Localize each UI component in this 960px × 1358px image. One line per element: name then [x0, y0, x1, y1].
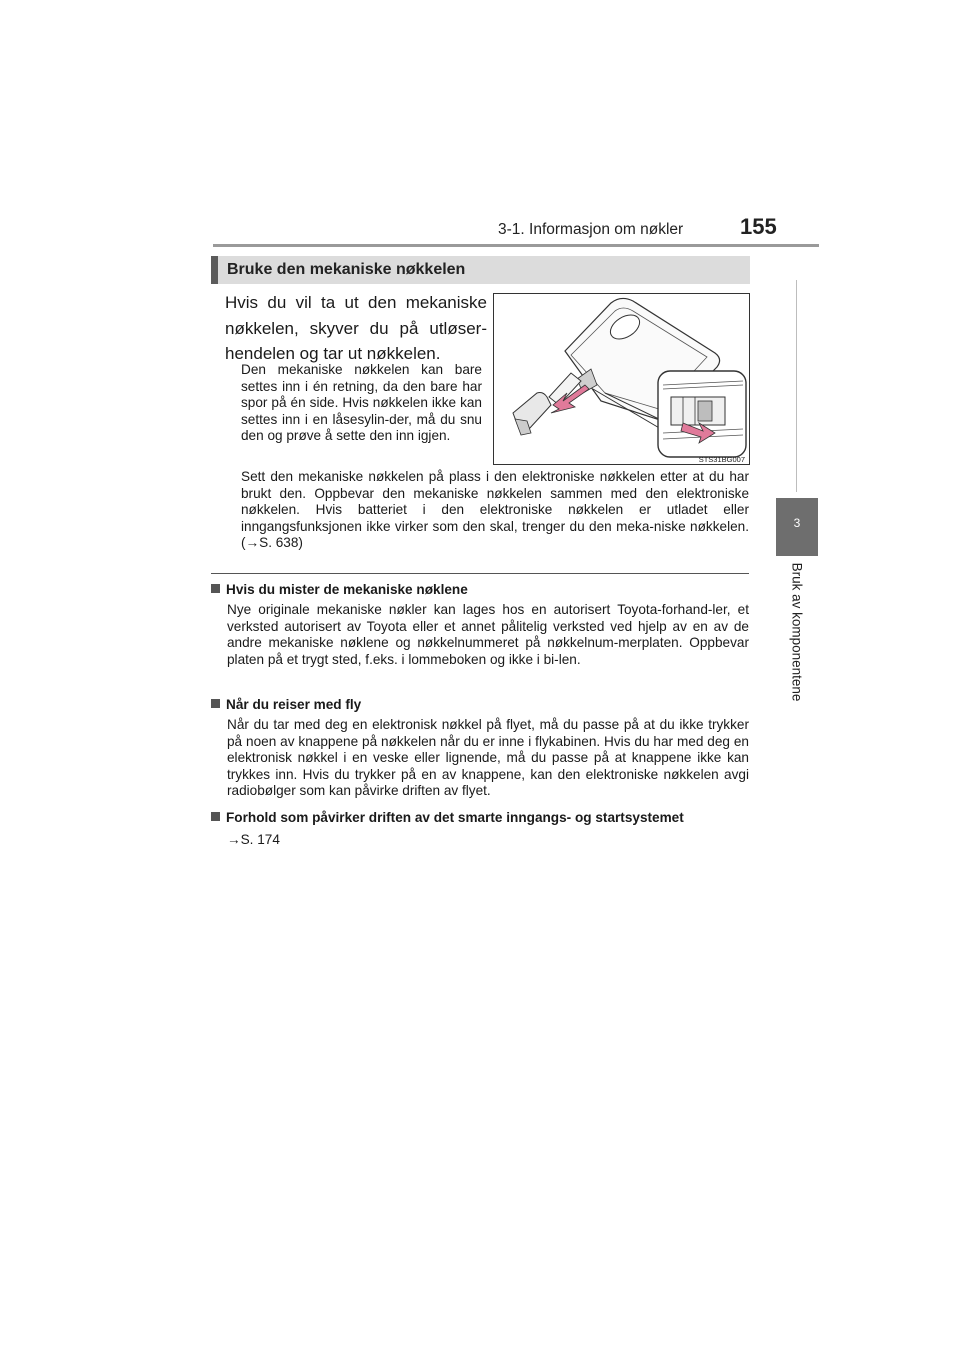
header-rule	[213, 244, 819, 247]
faq-heading-lost-keys	[211, 582, 468, 597]
page-number: 155	[740, 214, 777, 239]
figure-code: STS31BG007	[698, 455, 745, 464]
section-heading-title: Bruke den mekaniske nøkkelen	[227, 261, 466, 278]
faq-body-lost-keys: Nye originale mekaniske nøkler kan lages hos en autorisert Toyota-forhand-ler, et verksted autorisert av Toyota eller et annet pålitelig verksted ved hjelp av en av de andre mekaniske nøklene og nøkkelnummeret på nøkkelnum-merplaten. Oppbevar platen på et trygt sted, f.eks. i lommeboken og ikke i bi-len.	[227, 602, 749, 667]
faq-body-flight: Når du tar med deg en elektronisk nøkkel på flyet, må du passe på at du ikke trykker på noen av knappene på nøkkelen når du er inne i flykabinen. Hvis du har med deg en elektronisk nøkkel i en veske eller lignende, må du passe på at knappene ikke kan trykkes inn. Hvis du trykker på en av knappene, kan den elektroniske nøkkelen avgi radiobølger som kan påvirke driften av flyet.	[227, 717, 749, 799]
faq-heading-smart-entry	[211, 810, 684, 825]
bullet-square-icon	[211, 584, 220, 593]
faq-heading-flight	[211, 697, 361, 712]
mechanical-key-illustration	[493, 293, 750, 465]
section-divider	[211, 573, 749, 574]
section-heading-accent	[211, 256, 218, 284]
chapter-title-vertical: Bruk av komponentene	[789, 562, 805, 702]
intro-instruction: Hvis du vil ta ut den mekaniske nøkkelen, skyver du på utløser-hendelen og tar ut nøkkelen.	[225, 293, 487, 363]
key-insertion-note: Den mekaniske nøkkelen kan bare settes inn i én retning, da den bare har spor på én side. Hvis nøkkelen ikke kan settes inn i en låsesylin-der, må du snu den og prøve å sette den inn igjen.	[241, 362, 482, 444]
chapter-number: 3	[793, 516, 801, 530]
faq-title: Forhold som påvirker driften av det smarte inngangs- og startsystemet	[226, 810, 684, 825]
chapter-tab	[776, 498, 818, 556]
key-drawing	[493, 293, 750, 465]
key-storage-note: Sett den mekaniske nøkkelen på plass i den elektroniske nøkkelen etter at du har brukt den. Oppbevar den mekaniske nøkkelen sammen med den elektroniske nøkkelen. Hvis batteriet i den elektroniske nøkkelen er utladet eller inngangsfunksjonen ikke virker som den skal, trenger du den meka-niske nøkkelen. (→S. 638)	[241, 469, 749, 551]
bullet-square-icon	[211, 699, 220, 708]
section-heading-bar	[211, 256, 750, 284]
faq-title: Når du reiser med fly	[226, 697, 362, 712]
bullet-square-icon	[211, 812, 220, 821]
faq-body-smart-entry: →S. 174	[227, 832, 280, 847]
running-header-section: 3-1. Informasjon om nøkler	[498, 221, 684, 238]
faq-title: Hvis du mister de mekaniske nøklene	[226, 582, 468, 597]
side-tab-line	[796, 280, 797, 492]
